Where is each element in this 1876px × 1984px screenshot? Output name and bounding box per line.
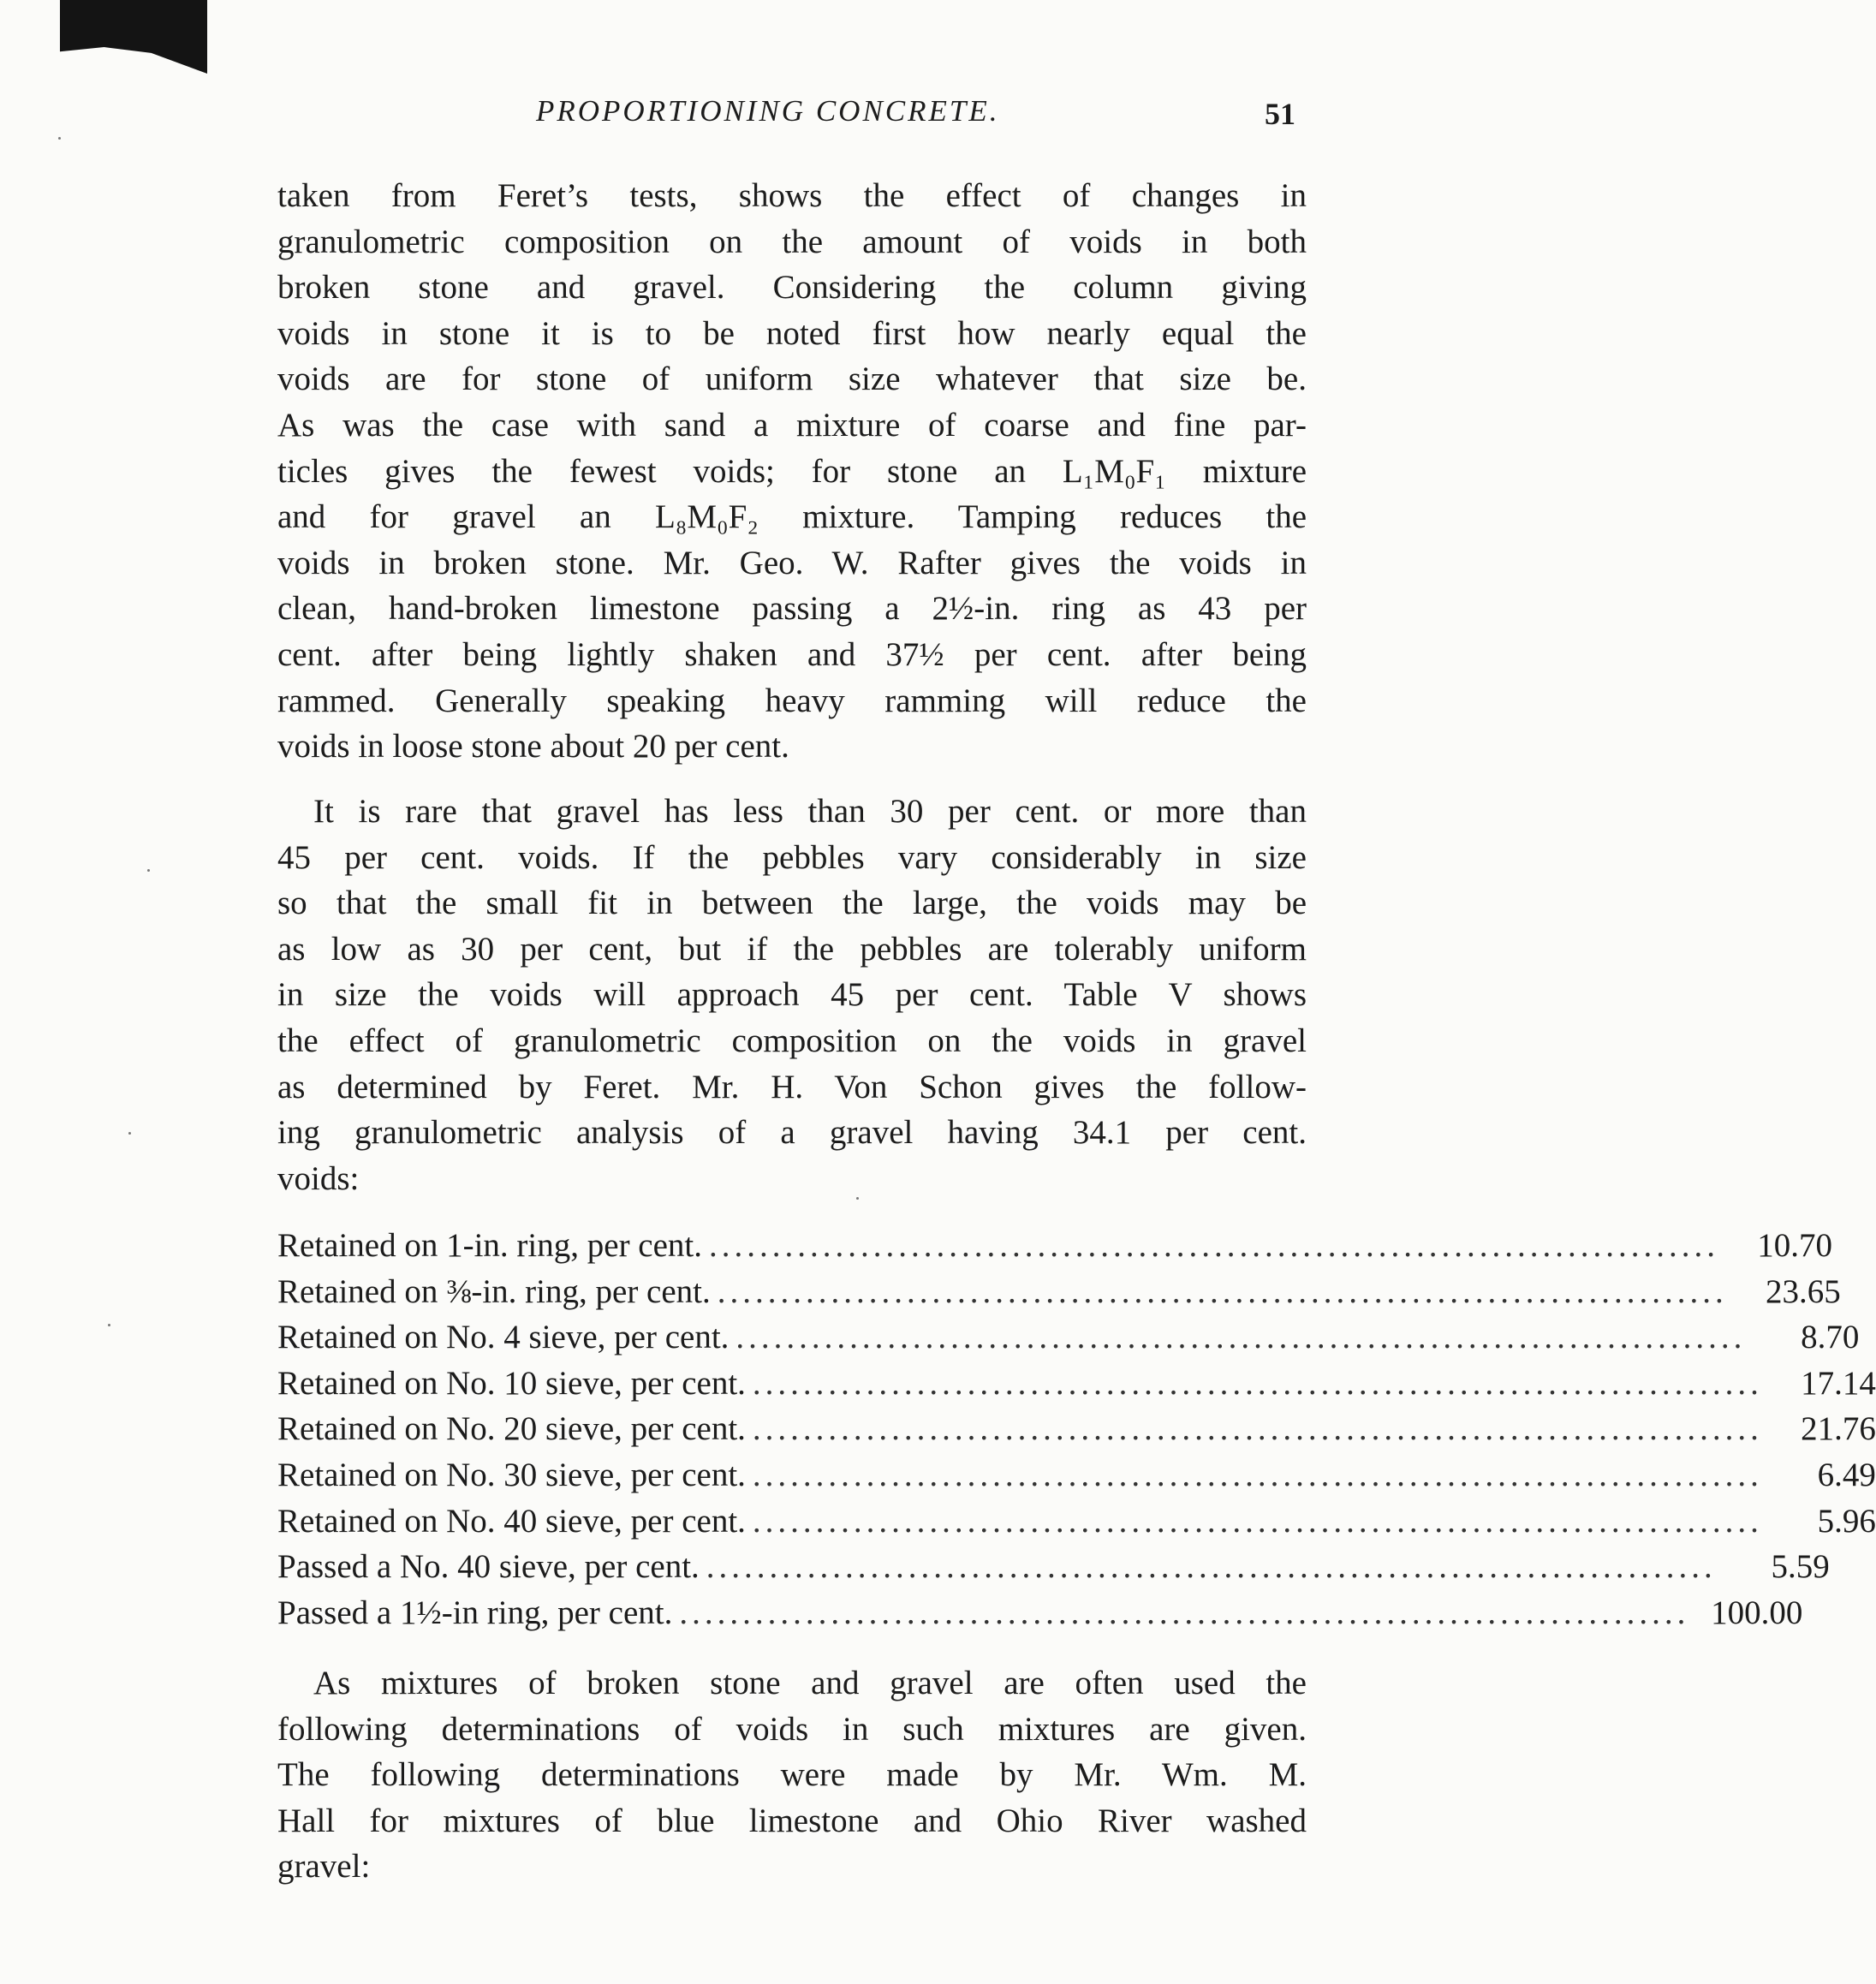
text-line: ticles gives the fewest voids; for stone an L₁M₀F₁ mixture [277, 452, 1307, 490]
text-line: in size the voids will approach 45 per cent. Table V shows [277, 976, 1307, 1014]
text-line: so that the small fit in between the large, the voids may be [277, 885, 1307, 922]
text-line: ing granulometric analysis of a gravel having 34.1 per cent. [277, 1114, 1307, 1152]
dot-leader: ................................................................................ [706, 1548, 1717, 1586]
analysis-row-value: 5.59 [1771, 1548, 1830, 1586]
analysis-row-label: Retained on No. 4 sieve, per cent. [277, 1319, 730, 1356]
analysis-row-value: 6.49 [1817, 1456, 1876, 1493]
dot-leader: ................................................................................ [736, 1319, 1747, 1356]
text-line: as low as 30 per cent, but if the pebbles are tolerably uniform [277, 930, 1307, 968]
analysis-row [277, 1314, 1860, 1361]
text-line: voids in stone it is to be noted first how nearly equal the [277, 314, 1307, 352]
text-line: Hall for mixtures of blue limestone and Ohio River washed [277, 1802, 1307, 1839]
text-line: broken stone and gravel. Considering the column giving [277, 269, 1307, 307]
analysis-row [277, 1269, 1841, 1315]
text-line: and for gravel an L₈M₀F₂ mixture. Tamping reduces the [277, 498, 1307, 536]
analysis-row [277, 1406, 1876, 1452]
analysis-row-value: 23.65 [1766, 1272, 1841, 1310]
dot-leader: ................................................................................ [679, 1594, 1690, 1631]
dot-leader: ................................................................................ [752, 1410, 1763, 1448]
text-line: taken from Feret’s tests, shows the effect of changes in [277, 177, 1307, 214]
text-line: voids: [277, 1159, 360, 1197]
text-line: voids are for stone of uniform size whatever that size be. [277, 360, 1307, 398]
scan-speck [147, 869, 150, 872]
scan-speck [128, 1132, 131, 1135]
analysis-row [277, 1544, 1830, 1590]
analysis-row-label: Passed a No. 40 sieve, per cent. [277, 1548, 700, 1586]
text-line: the effect of granulometric composition on the voids in gravel [277, 1022, 1307, 1059]
text-line: clean, hand-broken limestone passing a 2½-in. ring as 43 per [277, 590, 1307, 628]
page-number: 51 [1265, 97, 1295, 131]
text-line: 45 per cent. voids. If the pebbles vary considerably in size [277, 838, 1307, 876]
analysis-row-label: Retained on No. 40 sieve, per cent. [277, 1502, 746, 1540]
dot-leader: ................................................................................ [752, 1456, 1763, 1493]
analysis-row-value: 17.14 [1801, 1364, 1876, 1402]
running-title: PROPORTIONING CONCRETE. [536, 94, 1000, 128]
text-line: As was the case with sand a mixture of coarse and fine par- [277, 406, 1307, 444]
granulometric-analysis-table [277, 1223, 1876, 1635]
text-line: As mixtures of broken stone and gravel are often used the [313, 1665, 1307, 1701]
dot-leader: ................................................................................ [752, 1364, 1763, 1402]
text-line: as determined by Feret. Mr. H. Von Schon gives the follow- [277, 1068, 1307, 1105]
text-line: rammed. Generally speaking heavy ramming will reduce the [277, 682, 1307, 719]
text-line: The following determinations were made by Mr. Wm. M. [277, 1756, 1307, 1794]
analysis-row [277, 1361, 1876, 1407]
analysis-row [277, 1590, 1803, 1636]
analysis-row-label: Passed a 1½-in ring, per cent. [277, 1594, 673, 1631]
dot-leader: ................................................................................ [752, 1502, 1763, 1540]
text-line: gravel: [277, 1848, 371, 1886]
scan-speck [108, 1324, 110, 1326]
text-line: following determinations of voids in such mixtures are given. [277, 1710, 1307, 1748]
scan-speck [58, 137, 61, 140]
analysis-row-value: 21.76 [1801, 1410, 1876, 1448]
paragraph-voids-in-stone [277, 173, 1307, 770]
paragraph-voids-in-gravel [277, 789, 1307, 1201]
analysis-row [277, 1223, 1833, 1269]
text-line: voids in loose stone about 20 per cent. [277, 728, 789, 766]
dot-leader: ................................................................................ [717, 1272, 1728, 1310]
analysis-row-label: Retained on ⅜-in. ring, per cent. [277, 1272, 711, 1310]
text-line: cent. after being lightly shaken and 37½ per cent. after being [277, 635, 1307, 673]
text-line: voids in broken stone. Mr. Geo. W. Rafter gives the voids in [277, 544, 1307, 581]
analysis-row-label: Retained on No. 10 sieve, per cent. [277, 1364, 746, 1402]
analysis-row-label: Retained on No. 30 sieve, per cent. [277, 1456, 746, 1493]
analysis-row-value: 5.96 [1817, 1502, 1876, 1540]
analysis-row-value: 10.70 [1757, 1227, 1833, 1264]
analysis-row-value: 100.00 [1711, 1594, 1803, 1631]
analysis-row-value: 8.70 [1801, 1319, 1860, 1356]
paragraph-mixtures [277, 1660, 1307, 1890]
dot-leader: ................................................................................ [709, 1227, 1720, 1264]
analysis-row-label: Retained on No. 20 sieve, per cent. [277, 1410, 746, 1448]
scan-edge-shadow [60, 0, 207, 74]
analysis-row [277, 1452, 1876, 1498]
analysis-row [277, 1498, 1876, 1545]
text-line: It is rare that gravel has less than 30 per cent. or more than [313, 793, 1307, 830]
text-line: granulometric composition on the amount of voids in both [277, 223, 1307, 260]
analysis-row-label: Retained on 1-in. ring, per cent. [277, 1227, 703, 1264]
